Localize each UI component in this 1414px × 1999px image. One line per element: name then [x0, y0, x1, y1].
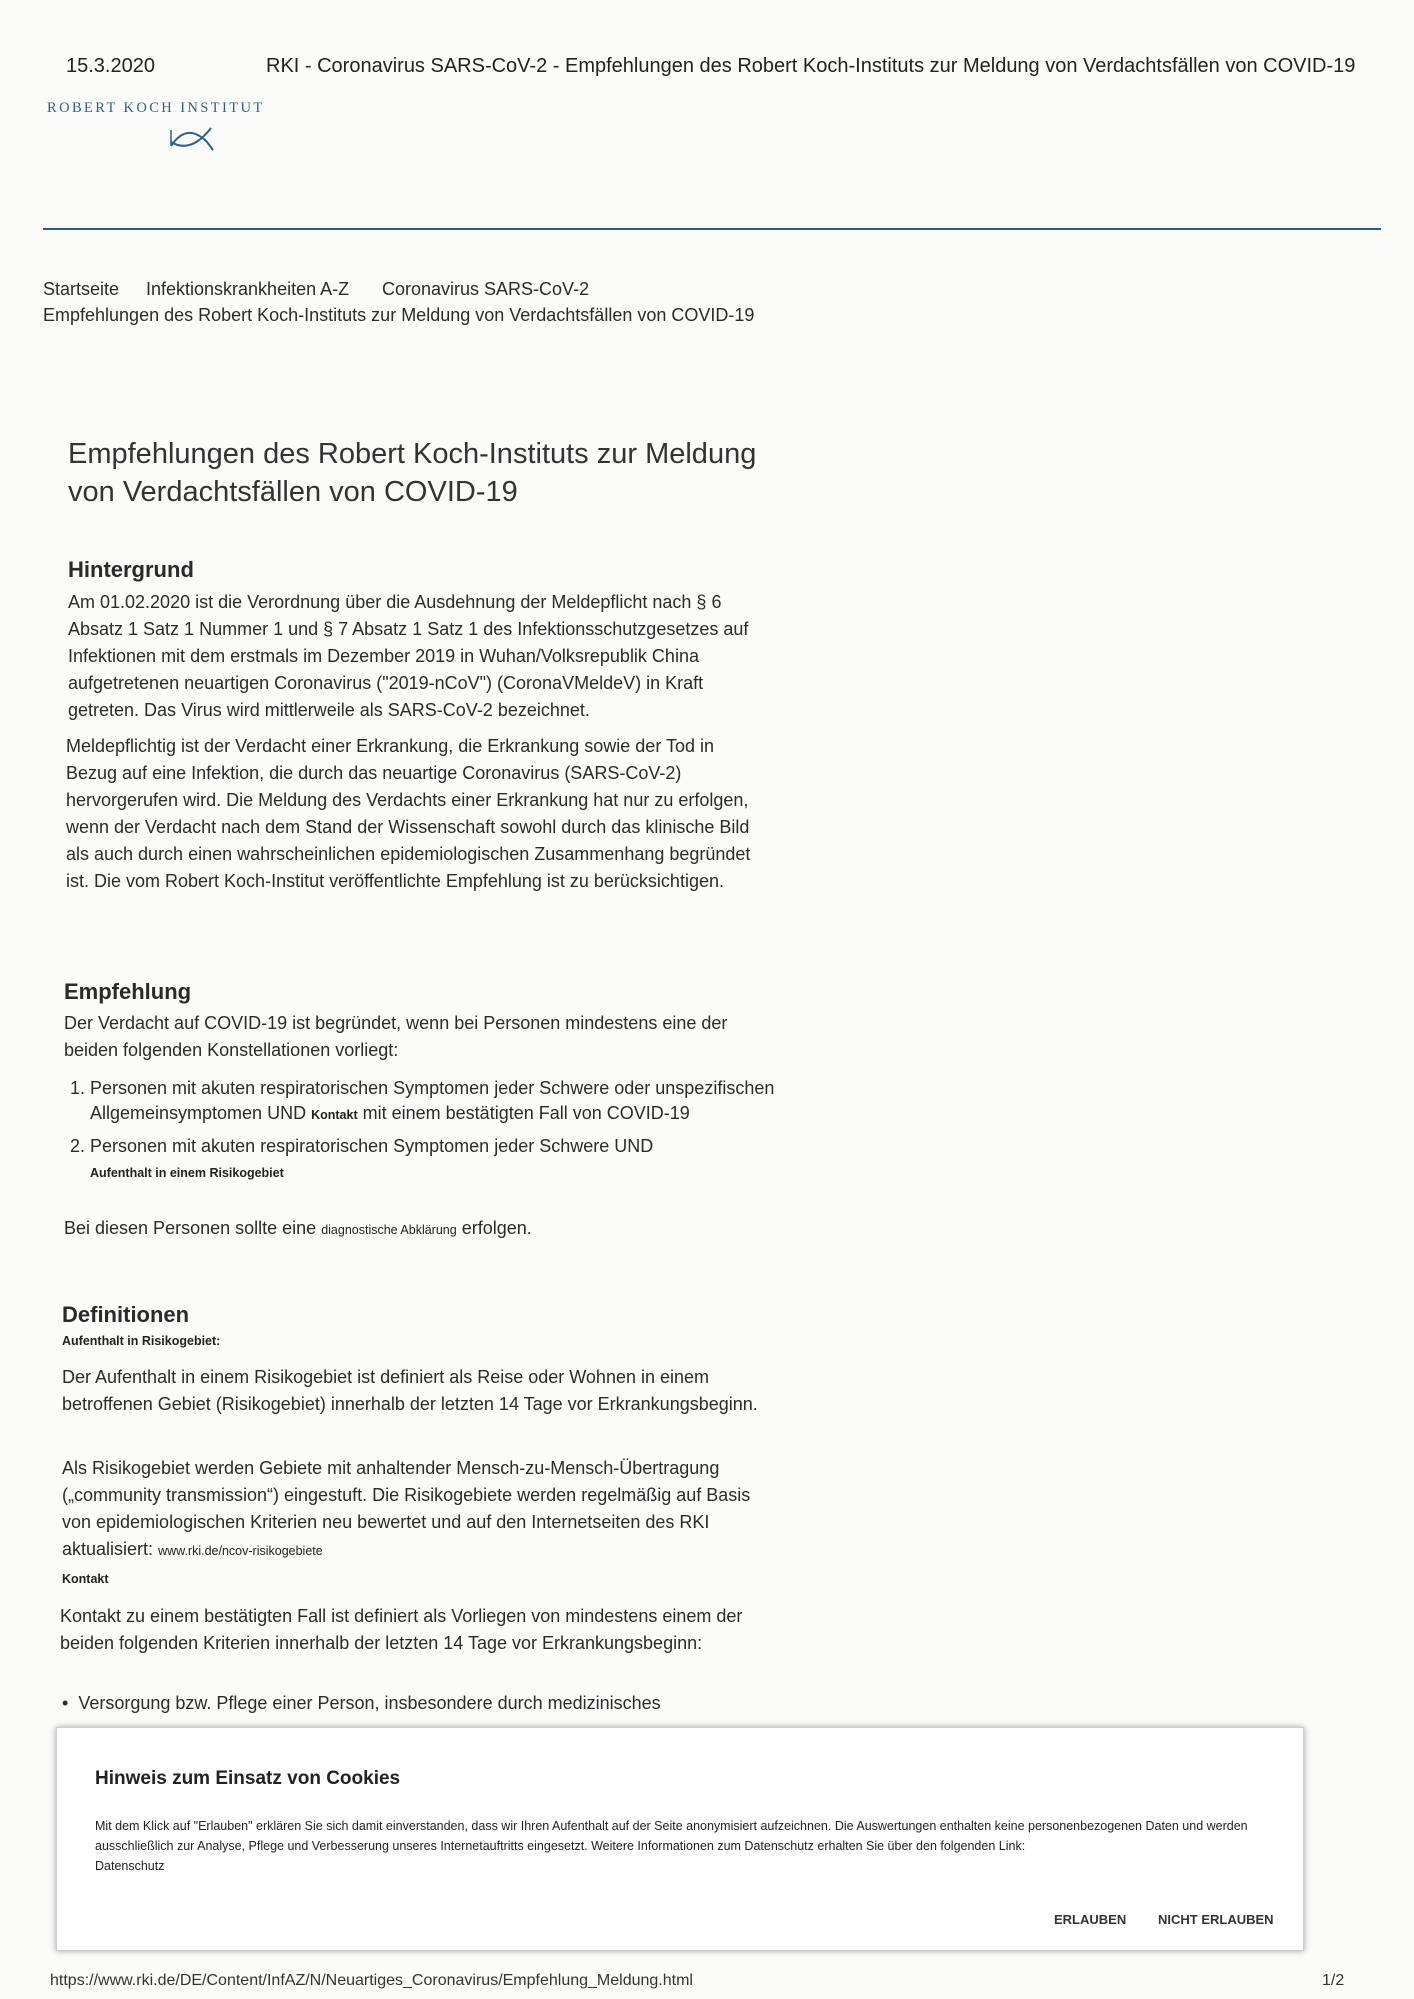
datenschutz-link[interactable]: Datenschutz [95, 1859, 165, 1873]
recommendation-outro [64, 1218, 532, 1239]
background-paragraph-1: Am 01.02.2020 ist die Verordnung über die Ausdehnung der Meldepflicht nach § 6 Absatz 1 Satz 1 Nummer 1 und § 7 Absatz 1 Satz 1 des Infektionsschutzgesetzes auf Infektionen mit dem erstmals im Dezember 2019 in Wuhan/Volksrepublik China aufgetretenen neuartigen Coronavirus ("2019-nCoV") (CoronaVMeldeV) in Kraft getreten. Das Virus wird mittlerweile als SARS-CoV-2 bezeichnet. [68, 592, 749, 720]
definition-paragraph-3: Kontakt zu einem bestätigten Fall ist definiert als Vorliegen von mindestens einem der beiden folgenden Kriterien innerhalb der letzten 14 Tage vor Erkrankungsbeginn: [60, 1606, 743, 1653]
breadcrumb-current-page: Empfehlungen des Robert Koch-Instituts zur Meldung von Verdachtsfällen von COVID-19 [43, 305, 755, 325]
breadcrumb-home-link[interactable]: Startseite [43, 279, 120, 299]
recommendation-list [70, 1076, 790, 1192]
list-item-text: Versorgung bzw. Pflege einer Person, insbesondere durch medizinisches [78, 1693, 661, 1713]
print-date: 15.3.2020 [66, 55, 155, 77]
definition-paragraph-2-text: Als Risikogebiet werden Gebiete mit anhaltender Mensch-zu-Mensch-Übertragung („community transmission“) eingestuft. Die Risikogebiete werden regelmäßig auf Basis von epidemiologischen Kriterien neu bewertet und auf den Internetseiten des RKI aktualisiert: [62, 1458, 751, 1559]
definition-paragraph-2 [62, 1455, 772, 1565]
definition-subheading-kontakt: Kontakt [62, 1572, 109, 1586]
section-heading-hintergrund: Hintergrund [68, 557, 194, 582]
list-item-number: 2. [70, 1136, 86, 1156]
rki-logo-mark-icon[interactable] [167, 120, 219, 154]
risikogebiete-url-link[interactable]: www.rki.de/ncov-risikogebiete [158, 1544, 323, 1558]
print-page-number: 1/2 [1322, 1972, 1345, 1989]
cookie-banner-text [95, 1816, 1255, 1876]
list-item-text: Personen mit akuten respiratorischen Symptomen jeder Schwere UND [90, 1136, 654, 1156]
diagnostische-abklaerung-link[interactable]: diagnostische Abklärung [321, 1223, 457, 1237]
list-item [70, 1076, 790, 1128]
allow-cookies-button[interactable]: ERLAUBEN [1054, 1912, 1127, 1927]
list-item-number: 1. [70, 1078, 86, 1098]
list-item [70, 1134, 790, 1186]
recommendation-intro: Der Verdacht auf COVID-19 ist begründet, wenn bei Personen mindestens eine der beiden folgenden Konstellationen vorliegt: [64, 1013, 728, 1060]
risikogebiet-link[interactable]: Aufenthalt in einem Risikogebiet [90, 1166, 284, 1180]
list-item-text: mit einem bestätigten Fall von COVID-19 [362, 1103, 690, 1123]
header-divider [43, 228, 1381, 230]
breadcrumb-infektionskrankheiten-link[interactable]: Infektionskrankheiten A-Z [146, 279, 350, 299]
definition-paragraph-1: Der Aufenthalt in einem Risikogebiet ist definiert als Reise oder Wohnen in einem betroffenen Gebiet (Risikogebiet) innerhalb der letzten 14 Tage vor Erkrankungsbeginn. [62, 1367, 758, 1414]
cookie-banner [56, 1727, 1304, 1951]
list-item-text: Personen mit akuten respiratorischen Symptomen jeder Schwere oder unspezifischen Allgemeinsymptomen UND [90, 1078, 775, 1123]
deny-cookies-button[interactable]: NICHT ERLAUBEN [1158, 1912, 1274, 1927]
section-heading-definitionen: Definitionen [62, 1302, 190, 1327]
outro-text: erfolgen. [461, 1218, 532, 1238]
background-paragraph-2: Meldepflichtig ist der Verdacht einer Erkrankung, die Erkrankung sowie der Tod in Bezug auf eine Infektion, die durch das neuartige Coronavirus (SARS-CoV-2) hervorgerufen wird. Die Meldung des Verdachts einer Erkrankung hat nur zu erfolgen, wenn der Verdacht nach dem Stand der Wissenschaft sowohl durch das klinische Bild als auch durch einen wahrscheinlichen epidemiologischen Zusammenhang begründet ist. Die vom Robert Koch-Institut veröffentlichte Empfehlung ist zu berücksichtigen. [66, 736, 751, 891]
outro-text: Bei diesen Personen sollte eine [64, 1218, 317, 1238]
bullet-icon: • [62, 1693, 69, 1713]
cookie-banner-body: Mit dem Klick auf "Erlauben" erklären Sie sich damit einverstanden, dass wir Ihren Aufenthalt auf der Seite anonymisiert aufzeichnen. Die Auswertungen enthalten keine personenbezogenen Daten und werden ausschließlich zur Analyse, Pflege und Verbesserung unseres Internetauftritts eingesetzt. Weitere Informationen zum Datenschutz erhalten Sie über den folgenden Link: [95, 1819, 1248, 1853]
print-page-title: RKI - Coronavirus SARS-CoV-2 - Empfehlungen des Robert Koch-Instituts zur Meldung von Verdachtsfällen von COVID-19 [266, 55, 1356, 77]
breadcrumb-coronavirus-link[interactable]: Coronavirus SARS-CoV-2 [382, 279, 590, 299]
page-title: Empfehlungen des Robert Koch-Instituts zur Meldung von Verdachtsfällen von COVID-19 [68, 438, 757, 508]
cookie-banner-title: Hinweis zum Einsatz von Cookies [95, 1768, 401, 1789]
rki-logo-text[interactable]: ROBERT KOCH INSTITUT [47, 100, 265, 116]
print-footer-url: https://www.rki.de/DE/Content/InfAZ/N/Neuartiges_Coronavirus/Empfehlung_Meldung.html [50, 1972, 693, 1989]
kontakt-link[interactable]: Kontakt [311, 1108, 358, 1122]
definition-subheading-risikogebiet: Aufenthalt in Risikogebiet: [62, 1334, 221, 1348]
list-item [62, 1693, 661, 1714]
section-heading-empfehlung: Empfehlung [64, 979, 192, 1004]
